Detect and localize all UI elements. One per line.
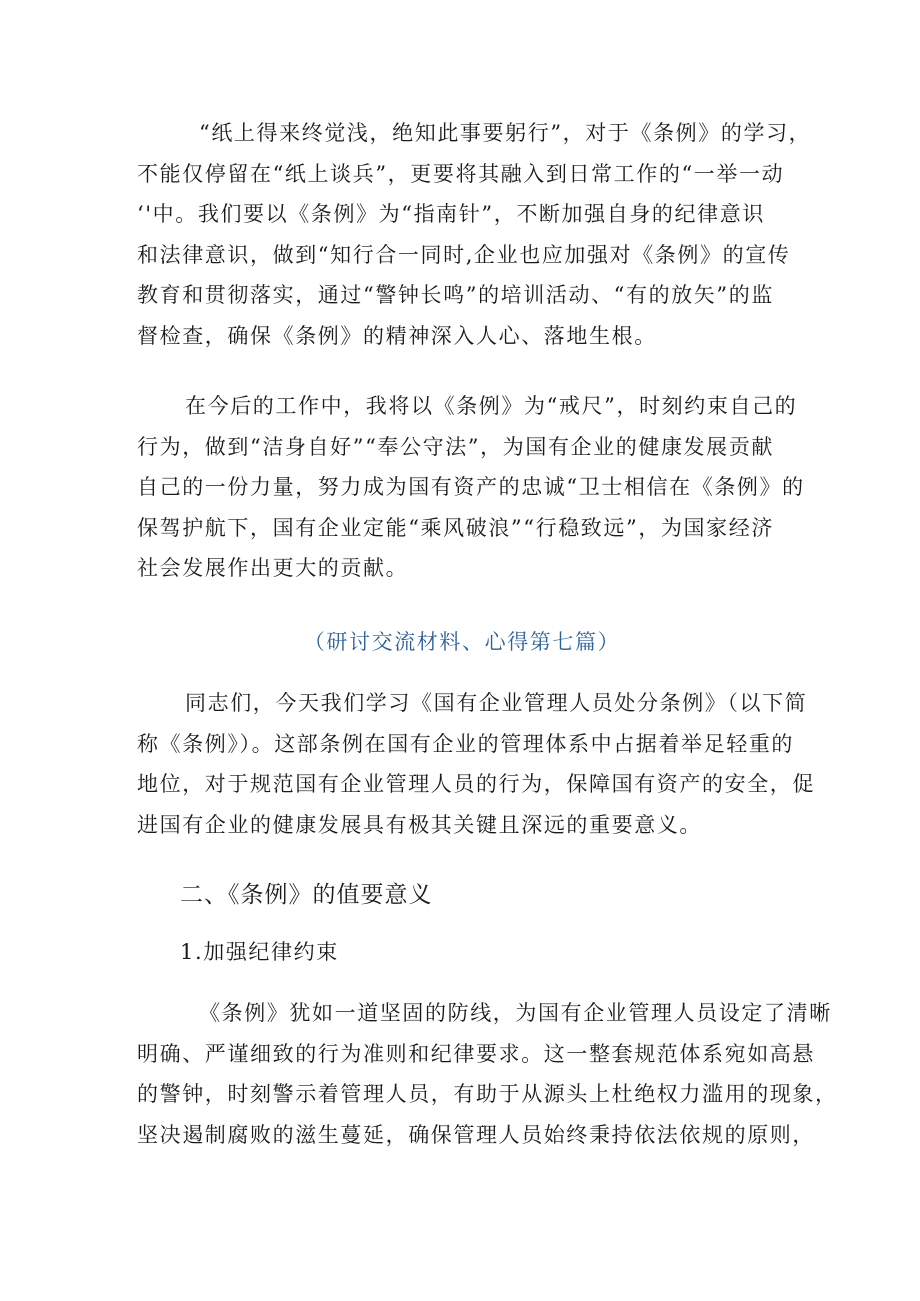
paragraph-line: 在今后的工作中，我将以《条例》为“戒尺”，时刻约束自己的 [185,394,798,418]
paragraph-2 [137,386,805,589]
paragraph-line: ‘'中。我们要以《条例》为“指南针”，不断加强自身的纪律意识 [137,202,765,226]
paragraph-line: 和法律意识，做到“知行合一同时,企业也应加强对《条例》的宣传 [137,242,791,267]
paragraph-line: 《条例》犹如一道坚固的防线，为国有企业管理人员设定了清晰 [199,1001,832,1025]
paragraph-1 [137,113,812,356]
paragraph-line: 坚决遏制腐败的滋生蔓延，确保管理人员始终秉持依法依规的原则， [137,1122,815,1147]
heading-level-2: 二、《条例》的值要意义 [180,882,433,908]
paragraph-line: 进国有企业的健康发展具有极其关键且深远的重要意义。 [137,812,702,837]
paragraph-line: 明确、严谨细致的行为准则和纪律要求。这一整套规范体系宛如高悬 [137,1041,815,1066]
paragraph-line: 行为，做到“洁身自好”“奉公守法”，为国有企业的健康发展贡献 [137,434,774,459]
paragraph-3 [137,683,815,845]
paragraph-line: 自己的一份力量，努力成为国有资产的忠诚“卫士相信在《条例》的 [137,475,805,499]
paragraph-line: 社会发展作出更大的贡献。 [137,556,409,580]
paragraph-line: 同志们，今天我们学习《国有企业管理人员处分条例》（以下简 [185,691,808,715]
paragraph-line: 督检查，确保《条例》的精神深入人心、落地生根。 [137,323,657,348]
heading-level-3: 1.加强纪律约束 [180,940,339,964]
paragraph-line: 保驾护航下，国有企业定能“乘风破浪”“行稳致远”，为国家经济 [137,515,774,540]
paragraph-line: 教育和贯彻落实，通过“警钟长鸣”的培训活动、“有的放矢”的监 [137,283,774,307]
paragraph-line: 称《条例》）。这部条例在国有企业的管理体系中占据着举足轻重的 [137,731,794,756]
paragraph-line: 地位，对于规范国有企业管理人员的行为，保障国有资产的安全，促 [137,772,815,796]
paragraph-4 [137,993,838,1155]
paragraph-line: “纸上得来终觉浅，绝知此事要躬行”，对于《条例》的学习， [199,121,812,145]
section-title: （研讨交流材料、心得第七篇） [303,630,621,654]
paragraph-line: 不能仅停留在“纸上谈兵”，更要将其融入到日常工作的“一举一动 [137,161,785,186]
paragraph-line: 的警钟，时刻警示着管理人员，有助于从源头上杜绝权力滥用的现象， [137,1082,838,1106]
